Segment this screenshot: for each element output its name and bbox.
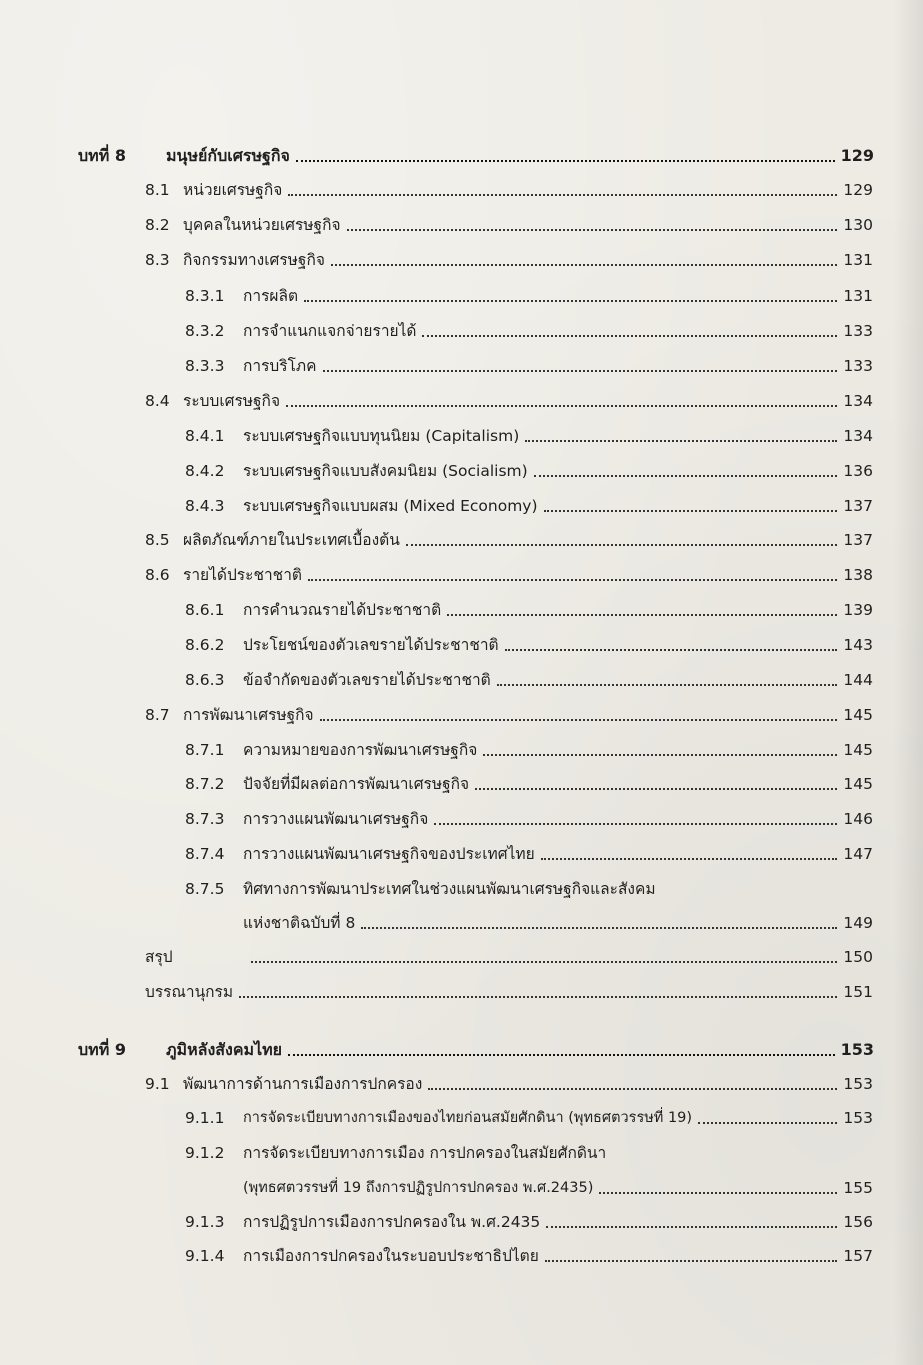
page-number: 145 — [843, 706, 873, 724]
dot-leader — [331, 264, 837, 266]
page-number: 130 — [843, 216, 873, 234]
page-number: 136 — [843, 462, 873, 480]
page-number: 153 — [840, 1040, 874, 1059]
toc-entry[interactable] — [145, 530, 873, 550]
toc-entry[interactable] — [185, 740, 873, 760]
subsection-number: 8.4.1 — [185, 427, 225, 445]
dot-leader — [534, 475, 837, 477]
page-number: 137 — [843, 497, 873, 515]
subsection-number: 8.6.1 — [185, 601, 225, 619]
subsection-number: 8.7.4 — [185, 845, 225, 863]
subsection-title: ทิศทางการพัฒนาประเทศในช่วงแผนพัฒนาเศรษฐกิจและสังคม — [243, 880, 656, 898]
subsection-title: การปฏิรูปการเมืองการปกครองใน พ.ศ.2435 — [243, 1213, 541, 1231]
page-number: 155 — [843, 1179, 873, 1197]
subsection-number: 9.1.4 — [185, 1247, 225, 1265]
subsection-title: การคำนวณรายได้ประชาชาติ — [243, 601, 442, 619]
dot-leader — [296, 160, 835, 162]
dot-leader — [544, 510, 837, 512]
dot-leader — [483, 754, 837, 756]
toc-entry[interactable] — [145, 982, 873, 1002]
toc-entry[interactable] — [145, 215, 873, 235]
section-title: รายได้ประชาชาติ — [183, 566, 302, 584]
toc-entry[interactable] — [185, 844, 873, 864]
page-number: 129 — [840, 146, 874, 165]
page-number: 131 — [843, 287, 873, 305]
section-title: หน่วยเศรษฐกิจ — [183, 181, 283, 199]
subsection-number: 8.7.5 — [185, 880, 225, 898]
dot-leader — [447, 614, 837, 616]
toc-entry[interactable] — [185, 635, 873, 655]
page-number: 157 — [843, 1247, 873, 1265]
dot-leader — [288, 1054, 835, 1056]
summary-title: สรุป — [145, 948, 173, 966]
dot-leader — [698, 1122, 837, 1124]
section-number: 8.1 — [145, 181, 170, 199]
subsection-title: ความหมายของการพัฒนาเศรษฐกิจ — [243, 741, 478, 759]
page-number: 134 — [843, 392, 873, 410]
section-number: 8.4 — [145, 392, 170, 410]
subsection-title: การจัดระเบียบทางการเมือง การปกครองในสมัยศักดินา — [243, 1144, 607, 1162]
section-title: ระบบเศรษฐกิจ — [183, 392, 281, 410]
subsection-title: ประโยชน์ของตัวเลขรายได้ประชาชาติ — [243, 636, 499, 654]
subsection-number: 8.6.2 — [185, 636, 225, 654]
subsection-title: ระบบเศรษฐกิจแบบผสม (Mixed Economy) — [243, 497, 538, 515]
toc-entry[interactable] — [185, 356, 873, 376]
page-edge-shadow — [893, 0, 923, 1365]
page-number: 153 — [843, 1075, 873, 1093]
subsection-number: 8.7.1 — [185, 741, 225, 759]
page-number: 131 — [843, 251, 873, 269]
section-title: การพัฒนาเศรษฐกิจ — [183, 706, 314, 724]
toc-entry-first-line[interactable] — [185, 879, 656, 899]
page-number: 149 — [843, 914, 873, 932]
chapter-number: บทที่ 9 — [78, 1040, 126, 1059]
section-number: 8.3 — [145, 251, 170, 269]
subsection-title: การวางแผนพัฒนาเศรษฐกิจ — [243, 810, 429, 828]
dot-leader — [288, 194, 837, 196]
subsection-number: 9.1.3 — [185, 1213, 225, 1231]
toc-entry[interactable] — [145, 565, 873, 585]
subsection-title-continuation: แห่งชาติฉบับที่ 8 — [243, 914, 356, 932]
dot-leader — [546, 1226, 837, 1228]
subsection-title: การบริโภค — [243, 357, 317, 375]
subsection-title: ข้อจำกัดของตัวเลขรายได้ประชาชาติ — [243, 671, 491, 689]
toc-entry[interactable] — [185, 1212, 873, 1232]
toc-entry[interactable] — [185, 670, 873, 690]
toc-entry[interactable] — [145, 391, 873, 411]
subsection-number: 8.3.3 — [185, 357, 225, 375]
dot-leader — [541, 858, 837, 860]
toc-entry[interactable] — [145, 180, 873, 200]
dot-leader — [422, 335, 837, 337]
page-number: 146 — [843, 810, 873, 828]
section-number: 8.2 — [145, 216, 170, 234]
section-title: พัฒนาการด้านการเมืองการปกครอง — [183, 1075, 423, 1093]
subsection-title: การจัดระเบียบทางการเมืองของไทยก่อนสมัยศักดินา (พุทธศตวรรษที่ 19) — [243, 1110, 693, 1126]
page-number: 137 — [843, 531, 873, 549]
section-number: 8.6 — [145, 566, 170, 584]
page-number: 133 — [843, 322, 873, 340]
dot-leader — [251, 961, 837, 963]
toc-entry[interactable] — [185, 774, 873, 794]
chapter-heading[interactable] — [78, 1040, 874, 1060]
subsection-number: 8.6.3 — [185, 671, 225, 689]
toc-entry[interactable] — [185, 1108, 873, 1128]
subsection-number: 8.7.2 — [185, 775, 225, 793]
section-title: กิจกรรมทางเศรษฐกิจ — [183, 251, 325, 269]
toc-entry[interactable] — [145, 947, 873, 967]
subsection-number: 8.4.3 — [185, 497, 225, 515]
dot-leader — [525, 440, 837, 442]
dot-leader — [599, 1192, 837, 1194]
subsection-title: ระบบเศรษฐกิจแบบทุนนิยม (Capitalism) — [243, 427, 520, 445]
dot-leader — [308, 579, 837, 581]
subsection-title-continuation: (พุทธศตวรรษที่ 19 ถึงการปฏิรูปการปกครอง พ.ศ.2435) — [243, 1180, 594, 1196]
page-number: 150 — [843, 948, 873, 966]
subsection-title: การเมืองการปกครองในระบอบประชาธิปไตย — [243, 1247, 539, 1265]
bibliography-title: บรรณานุกรม — [145, 983, 234, 1001]
subsection-title: การผลิต — [243, 287, 299, 305]
chapter-number: บทที่ 8 — [78, 146, 126, 165]
toc-entry[interactable] — [185, 426, 873, 446]
toc-entry[interactable] — [145, 250, 873, 270]
toc-entry[interactable] — [185, 286, 873, 306]
toc-entry[interactable] — [145, 1074, 873, 1094]
dot-leader — [323, 370, 838, 372]
dot-leader — [406, 544, 837, 546]
page-number: 156 — [843, 1213, 873, 1231]
section-title: ผลิตภัณฑ์ภายในประเทศเบื้องต้น — [183, 531, 400, 549]
dot-leader — [320, 719, 837, 721]
page-number: 153 — [843, 1109, 873, 1127]
dot-leader — [239, 996, 837, 998]
subsection-title: ระบบเศรษฐกิจแบบสังคมนิยม (Socialism) — [243, 462, 528, 480]
dot-leader — [347, 229, 837, 231]
subsection-number: 9.1.2 — [185, 1144, 225, 1162]
dot-leader — [361, 927, 837, 929]
page-number: 138 — [843, 566, 873, 584]
section-number: 9.1 — [145, 1075, 170, 1093]
page-number: 143 — [843, 636, 873, 654]
page-number: 133 — [843, 357, 873, 375]
section-number: 8.5 — [145, 531, 170, 549]
subsection-title: ปัจจัยที่มีผลต่อการพัฒนาเศรษฐกิจ — [243, 775, 470, 793]
subsection-number: 8.3.2 — [185, 322, 225, 340]
toc-entry[interactable] — [185, 1246, 873, 1266]
subsection-title: การจำแนกแจกจ่ายรายได้ — [243, 322, 417, 340]
subsection-number: 9.1.1 — [185, 1109, 225, 1127]
toc-entry[interactable] — [185, 321, 873, 341]
chapter-title: ภูมิหลังสังคมไทย — [166, 1040, 283, 1059]
section-number: 8.7 — [145, 706, 170, 724]
page-number: 145 — [843, 775, 873, 793]
subsection-number: 8.7.3 — [185, 810, 225, 828]
dot-leader — [497, 684, 837, 686]
toc-entry[interactable] — [185, 496, 873, 516]
section-title: บุคคลในหน่วยเศรษฐกิจ — [183, 216, 341, 234]
page-number: 134 — [843, 427, 873, 445]
dot-leader — [286, 405, 837, 407]
chapter-heading[interactable] — [78, 146, 874, 166]
subsection-number: 8.4.2 — [185, 462, 225, 480]
dot-leader — [428, 1088, 837, 1090]
toc-entry[interactable] — [145, 705, 873, 725]
toc-entry-first-line[interactable] — [185, 1143, 606, 1163]
subsection-title: การวางแผนพัฒนาเศรษฐกิจของประเทศไทย — [243, 845, 535, 863]
toc-entry[interactable] — [185, 600, 873, 620]
dot-leader — [475, 788, 837, 790]
dot-leader — [434, 823, 837, 825]
subsection-number: 8.3.1 — [185, 287, 225, 305]
chapter-title: มนุษย์กับเศรษฐกิจ — [166, 146, 290, 165]
toc-entry-continuation[interactable] — [243, 913, 873, 933]
toc-entry-continuation[interactable] — [243, 1178, 873, 1198]
toc-entry[interactable] — [185, 809, 873, 829]
page-number: 151 — [843, 983, 873, 1001]
page-number: 145 — [843, 741, 873, 759]
dot-leader — [505, 649, 837, 651]
dot-leader — [304, 300, 837, 302]
dot-leader — [545, 1260, 837, 1262]
page-number: 139 — [843, 601, 873, 619]
page-number: 147 — [843, 845, 873, 863]
page-number: 129 — [843, 181, 873, 199]
toc-entry[interactable] — [185, 461, 873, 481]
page-number: 144 — [843, 671, 873, 689]
